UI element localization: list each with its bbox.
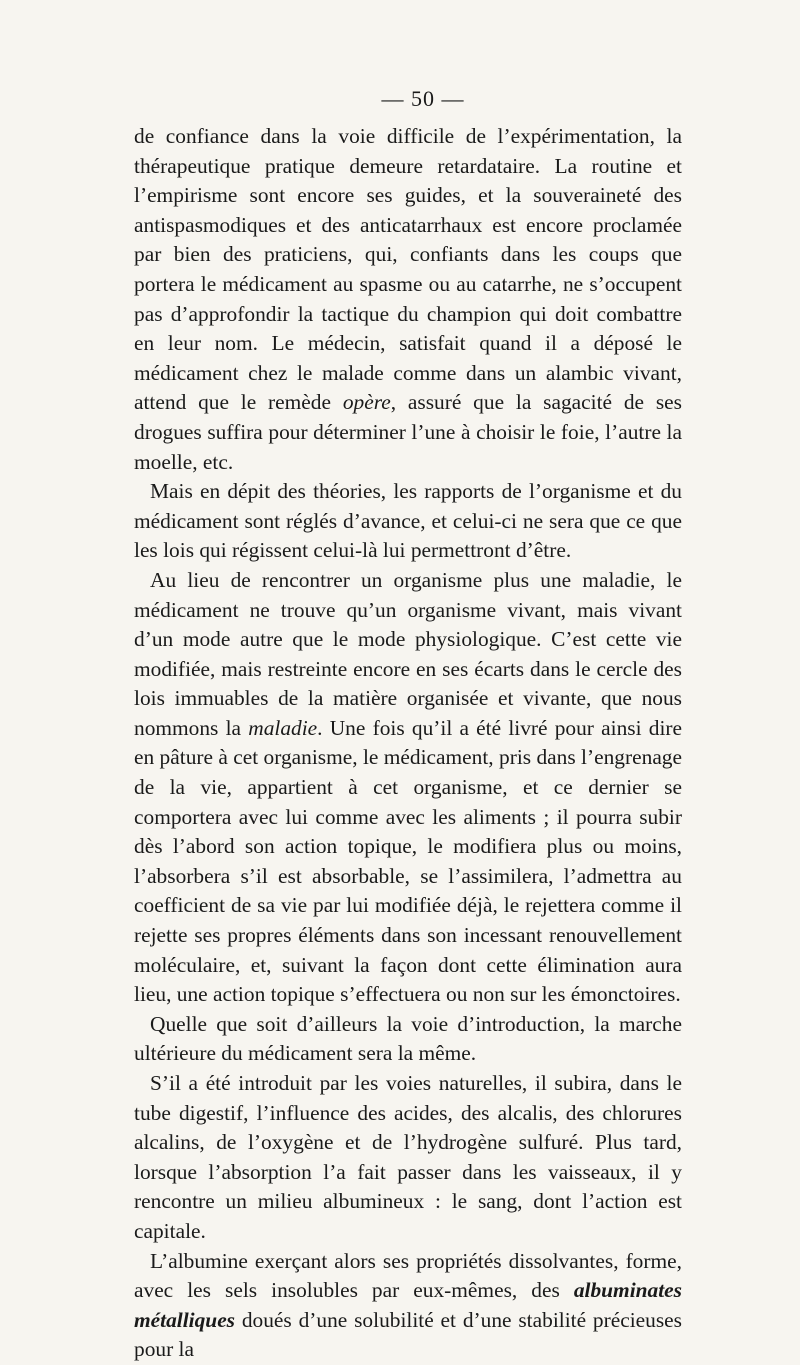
text-run: , assuré que la sagacité de ses drogues suffira pour déterminer l’une à choisir le foie, l’autre la moelle, etc. xyxy=(134,390,682,474)
text-run: de confiance dans la voie difficile de l’expérimentation, la thérapeutique pratique demeure retardataire. La routine et l’empirisme sont encore ses guides, et la souveraineté des antispasmodiques et des anticatarrhaux est encore proclamée par bien des praticiens, qui, confiants dans les coups que portera le médicament au spasme ou au catarrhe, ne s’occupent pas d’approfondir la tactique du champion qui doit combattre en leur nom. Le médecin, satisfait quand il a déposé le médicament chez le malade comme dans un alambic vivant, attend que le remède xyxy=(134,124,682,415)
paragraph-p4 xyxy=(134,1010,682,1069)
text-run: . Une fois qu’il a été livré pour ainsi dire en pâture à cet organisme, le médicament, pris dans l’engrenage de la vie, appartient à cet organisme, et ce dernier se comportera avec lui comme avec les aliments ; il pourra subir dès l’abord son action topique, le modifiera plus ou moins, l’absorbera s’il est absorbable, se l’assimilera, l’admettra au coefficient de sa vie par lui modifiée déjà, le rejettera comme il rejette ses propres éléments dans son incessant renouvellement moléculaire, et, suivant la façon dont cette élimination aura lieu, une action topique s’effectuera ou non sur les émonctoires. xyxy=(134,715,683,1007)
text-run: albuminates métalliques xyxy=(134,1278,682,1332)
paragraph-p5 xyxy=(134,1069,682,1247)
text-run: L’albumine exerçant alors ses propriétés dissolvantes, forme, avec les sels insolubles par eux-mêmes, des xyxy=(134,1248,682,1303)
text-run: S’il a été introduit par les voies naturelles, il subira, dans le tube digestif, l’influence des acides, des alcalis, des chlorures alcalins, de l’oxygène et de l’hydrogène sulfuré. Plus tard, lorsque l’absorption l’a fait passer dans les vaisseaux, il y rencontre un milieu albumineux : le sang, dont l’action est capitale. xyxy=(134,1071,682,1243)
text-run: doués d’une solubilité et d’une stabilité précieuses pour la xyxy=(134,1307,682,1362)
paragraph-p1 xyxy=(134,122,682,477)
text-run: Mais en dépit des théories, les rapports de l’organisme et du médicament sont réglés d’avance, et celui-ci ne sera que ce que les lois qui régissent celui-là lui permettront d’être. xyxy=(134,479,682,563)
paragraph-p2 xyxy=(134,477,682,566)
paragraph-p6 xyxy=(134,1247,682,1365)
text-run: opère xyxy=(342,390,391,415)
page-number: — 50 — xyxy=(381,86,465,111)
text-run: maladie xyxy=(248,715,318,740)
text-run: Au lieu de rencontrer un organisme plus une maladie, le médicament ne trouve qu’un organisme vivant, mais vivant d’un mode autre que le mode physiologique. C’est cette vie modifiée, mais restreinte encore en ses écarts dans le cercle des lois immuables de la matière organisée et vivante, que nous nommons la xyxy=(134,567,682,740)
text-run: Quelle que soit d’ailleurs la voie d’introduction, la marche ultérieure du médicament sera la même. xyxy=(134,1011,682,1066)
body-text xyxy=(134,122,682,1365)
paragraph-p3 xyxy=(134,566,682,1010)
